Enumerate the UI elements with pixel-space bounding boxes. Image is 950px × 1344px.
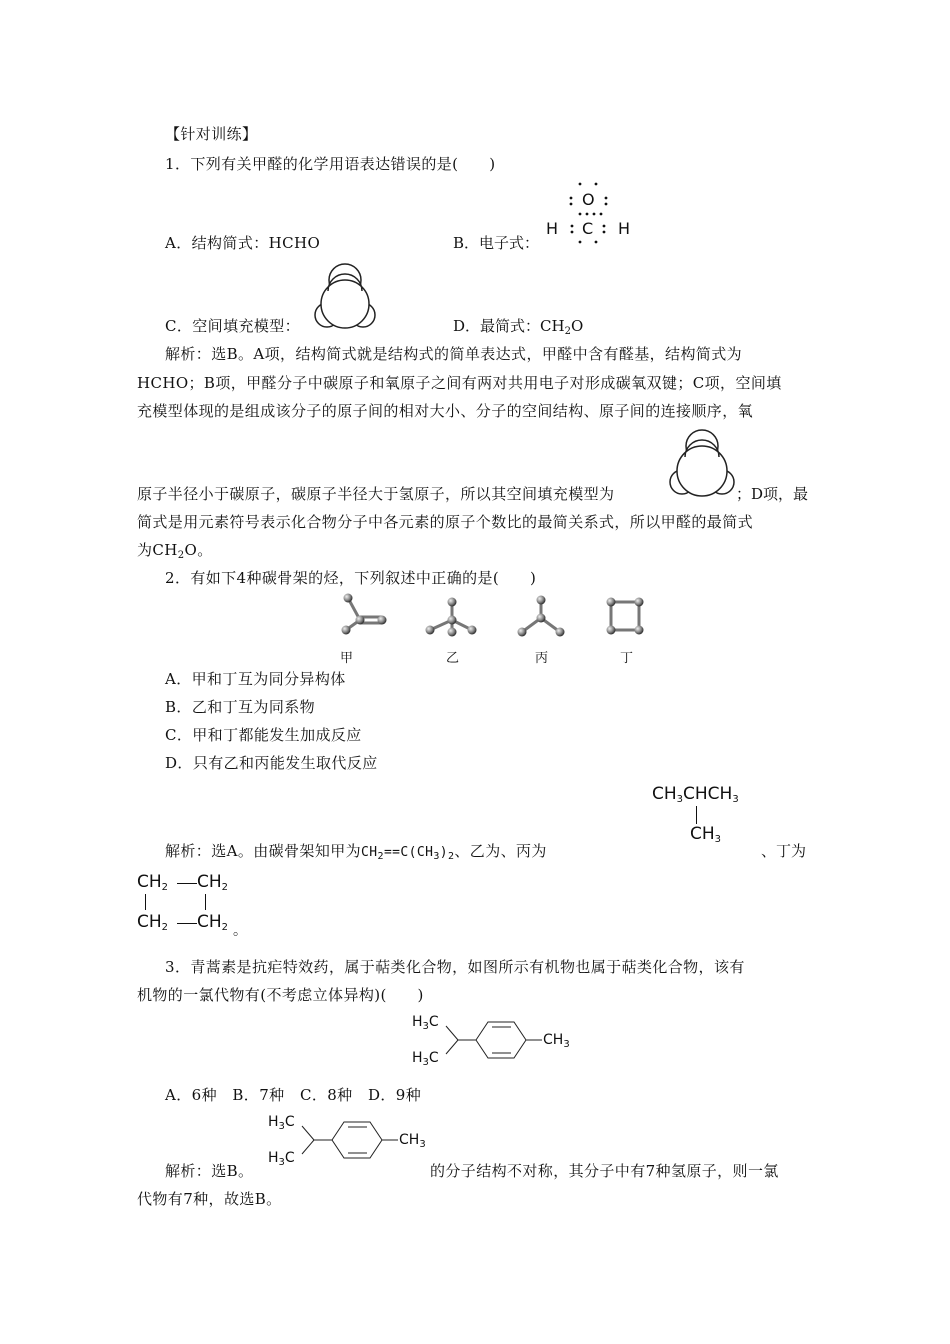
cb-tr <box>197 872 228 893</box>
section-title: 【针对训练】 <box>165 125 258 143</box>
skeleton-jia <box>342 594 387 635</box>
q2-option-a: A．甲和丁互为同分异构体 <box>165 670 346 688</box>
q2-exp-b: 、乙为 <box>454 842 501 860</box>
iso-chch: CHCH <box>683 784 733 804</box>
iso-ch-bottom: CH <box>690 824 715 844</box>
cb-a: CH <box>137 872 162 892</box>
q1-optd-pre: D．最简式：CH <box>453 317 565 335</box>
iso-sub-bottom: 3 <box>714 834 722 845</box>
skeleton-yi <box>426 598 477 637</box>
f2s: 3 <box>433 851 440 862</box>
q1-option-b: B．电子式： <box>453 234 540 252</box>
q1-option-a: A．结构简式：HCHO <box>165 234 321 252</box>
q1-explanation-4 <box>137 483 614 504</box>
q2-exp-c: 、丙为 <box>500 842 547 860</box>
cym2-ch: CH <box>399 1132 420 1148</box>
lewis-o: O <box>582 190 595 209</box>
q3-exp-c: 代物有7种，故选B。 <box>137 1190 282 1208</box>
q2-carbon-skeletons <box>330 590 660 645</box>
q1-explanation-space-filling-icon <box>667 428 737 498</box>
q2-stem: 2．有如下4种碳骨架的烃，下列叙述中正确的是( ) <box>165 569 537 587</box>
iso-ch-1: CH <box>652 784 677 804</box>
cym-h-2: H <box>412 1050 423 1066</box>
lewis-c: C <box>582 219 594 238</box>
q2-explanation <box>165 840 547 862</box>
cym-ch3 <box>543 1032 570 1050</box>
cb-bond-top <box>177 883 197 884</box>
q3-stem-2: 机物的一氯代物有(不考虑立体异构)( ) <box>137 986 424 1004</box>
q1-explanation-6 <box>137 539 213 561</box>
cb-tl <box>137 872 168 893</box>
cb-bond-left <box>145 894 146 910</box>
skeleton-label-bing: 丙 <box>535 651 549 666</box>
cb-bond-bottom <box>177 923 197 924</box>
q2-exp-d: 、丁为 <box>761 842 807 860</box>
cym2-sub: 3 <box>278 1121 285 1132</box>
cym2-ch3 <box>399 1132 426 1150</box>
q1-optd-sub: 2 <box>564 326 571 337</box>
cym-c: C <box>428 1014 439 1030</box>
q1-explanation-3: 充模型体现的是组成该分子的原子间的相对大小、分子的空间结构、原子间的连接顺序，氧 <box>137 402 754 420</box>
cym-sub-2: 3 <box>422 1057 429 1068</box>
q3-cymene-structure <box>410 1012 580 1074</box>
q1-space-filling-model-icon <box>310 262 380 330</box>
cym2-sub-2: 3 <box>278 1157 285 1168</box>
q2-isobutane-structure <box>652 784 772 854</box>
cym2-ch-sub: 3 <box>419 1139 426 1150</box>
skeleton-label-ding: 丁 <box>620 651 634 666</box>
q2-exp-a: 解析：选A。由碳骨架知甲为 <box>165 842 362 860</box>
q1-lewis-structure <box>540 176 640 246</box>
cym-ch: CH <box>543 1032 564 1048</box>
q1-exp6-sub: 2 <box>177 550 185 561</box>
cym-c-2: C <box>428 1050 439 1066</box>
cb-bond-right <box>205 894 206 910</box>
cym-sub: 3 <box>422 1021 429 1032</box>
f1s: 2 <box>377 851 384 862</box>
q1-exp4a: 原子半径小于碳原子，碳原子半径大于氢原子，所以其空间填充模型为 <box>137 485 615 503</box>
q1-optd-post: O <box>570 317 584 335</box>
lewis-h-right: H <box>618 219 631 238</box>
q3-stem-1: 3．青蒿素是抗疟特效药，属于萜类化合物，如图所示有机物也属于萜类化合物，该有 <box>165 958 745 976</box>
isobutane-main <box>652 784 739 805</box>
q2-exp-formula <box>361 845 454 860</box>
f3: ) <box>439 845 448 860</box>
q3-exp-a: 解析：选B。 <box>165 1162 254 1180</box>
cb-d-sub: 2 <box>221 922 229 933</box>
f2: ==C(CH <box>383 845 434 860</box>
q1-explanation-1: 解析：选B。A项，结构简式就是结构式的简单表达式，甲醛中含有醛基，结构简式为 <box>165 345 743 363</box>
q1-explanation-2: HCHO；B项，甲醛分子中碳原子和氧原子之间有两对共用电子对形成碳氧双键；C项，空间填 <box>137 374 782 392</box>
isobutane-branch <box>690 824 721 845</box>
skeleton-bing <box>518 596 565 637</box>
cym2-c-2: C <box>284 1150 295 1166</box>
cb-b-sub: 2 <box>221 882 229 893</box>
isobutane-bond <box>696 806 697 824</box>
cb-d: CH <box>197 912 222 932</box>
q2-option-d: D．只有乙和丙能发生取代反应 <box>165 754 378 772</box>
cb-c-sub: 2 <box>161 922 169 933</box>
f1: CH <box>361 845 378 860</box>
cym-ch-sub: 3 <box>563 1039 570 1050</box>
q1-explanation-4b: ；D项，最 <box>736 485 809 503</box>
skeleton-label-yi: 乙 <box>446 651 460 666</box>
q1-stem: 1．下列有关甲醛的化学用语表达错误的是( ) <box>165 155 496 173</box>
iso-sub-2: 3 <box>732 794 739 805</box>
q2-option-b: B．乙和丁互为同系物 <box>165 698 316 716</box>
q3-options: A．6种 B．7种 C．8种 D．9种 <box>165 1086 422 1104</box>
cb-br <box>197 912 228 933</box>
q1-exp6-post: O。 <box>184 541 213 559</box>
cb-a-sub: 2 <box>161 882 169 893</box>
q1-option-c: C．空间填充模型： <box>165 317 301 335</box>
skeleton-label-jia: 甲 <box>340 651 354 666</box>
q3-exp-cymene-structure <box>266 1112 436 1174</box>
cym2-h-2: H <box>268 1150 279 1166</box>
q2-option-c: C．甲和丁都能发生加成反应 <box>165 726 362 744</box>
q1-option-d <box>453 315 583 337</box>
q3-exp-b: 的分子结构不对称，其分子中有7种氢原子，则一氯 <box>430 1162 779 1180</box>
cym2-h: H <box>268 1114 279 1130</box>
q2-exp-end: 。 <box>233 923 247 939</box>
q1-exp6-pre: 为CH <box>137 541 178 559</box>
q1-explanation-5: 简式是用元素符号表示化合物分子中各元素的原子个数比的最简关系式，所以甲醛的最简式 <box>137 513 754 531</box>
cb-c: CH <box>137 912 162 932</box>
iso-sub-1: 3 <box>676 794 684 805</box>
cym-h: H <box>412 1014 423 1030</box>
cb-bl <box>137 912 168 933</box>
lewis-h-left: H <box>546 219 559 238</box>
cym2-c: C <box>284 1114 295 1130</box>
f3s: 2 <box>447 851 455 862</box>
q2-cyclobutane-structure <box>137 870 247 940</box>
skeleton-ding <box>607 598 644 635</box>
cb-b: CH <box>197 872 222 892</box>
